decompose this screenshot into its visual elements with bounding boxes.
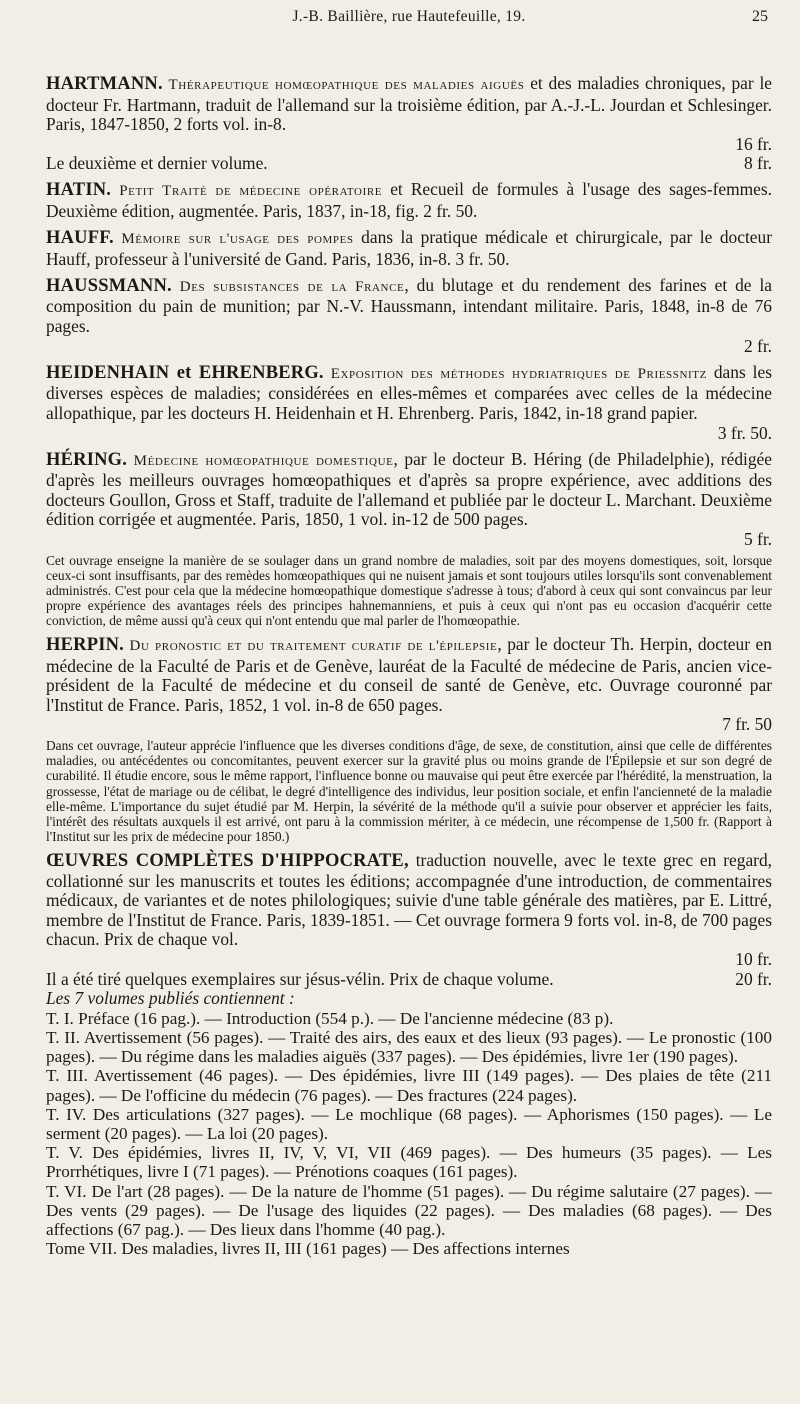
author-name: HÉRING.: [46, 449, 128, 470]
entry-text: [46, 851, 772, 950]
page-number: 25: [752, 8, 768, 25]
work-title: Du pronostic et du traitement curatif de l'épilepsie: [129, 638, 498, 655]
price: 2 fr. 50.: [423, 201, 478, 222]
price: 10 fr.: [735, 948, 772, 969]
running-head: J.-B. Baillière, rue Hautefeuille, 19.: [292, 8, 526, 25]
entry-note: Dans cet ouvrage, l'auteur apprécie l'influence que les diverses conditions d'âge, de sexe, de constitution, ainsi que celle de différentes maladies, ou antécédentes ou concomitantes, peuvent exercer sur la gravité plus ou moins grande de l'Épilepsie et sur son degré de curabilité. Il étudie encore, sous le même rapport, l'influence bonne ou mauvaise qui peut être exercée par l'hérédité, la menstruation, la grossesse, l'état de mariage ou de célibat, le degré d'intelligence des individus, leur position sociale, et enfin l'ancienneté de la maladie elle-même. L'importance du sujet étudié par M. Herpin, la sévérité de la méthode qu'il a suivie pour observer et apprécier les faits, l'intérêt des résultats auxquels il est arrivé, ont paru à la commission mériter, à ce médecin, une récompense de 1,500 fr. (Rapport à l'Institut sur les prix de médecine pour 1850.): [46, 738, 772, 845]
extra-text: Le deuxième et dernier volume.: [46, 153, 268, 174]
volume-item: T. I. Préface (16 pag.). — Introduction (554 p.). — De l'ancienne médecine (83 p).: [46, 1008, 614, 1028]
entry-body: dans les diverses espèces de maladies; considérées en elles-mêmes et comparées avec celles de la médecine allopathique, par les docteurs H. Heidenhain et H. Ehrenberg. Paris, 1842, in-18 grand papier.: [46, 361, 772, 423]
work-title: Médecine homœopathique domestique: [133, 452, 394, 469]
work-title: Des subsistances de la France: [179, 278, 405, 295]
entry-heidenhain-ehrenberg: [46, 363, 772, 443]
volumes-subhead: Les 7 volumes publiés contiennent :: [46, 988, 295, 1009]
work-title: Exposition des méthodes hydriatriques de Priessnitz: [330, 365, 707, 382]
author-name: HAUFF.: [46, 228, 114, 249]
entry-body: , par le docteur Th. Herpin, docteur en médecine de la Faculté de Paris et de Genève, lauréat de la Faculté de médecine de Paris, ancien vice-président de la Faculté de médecine et du conseil de santé de Genève, etc. Ouvrage couronné par l'Institut de France. Paris, 1852, 1 vol. in-8 de 650 pages.: [46, 634, 772, 715]
entry-body: , par le docteur B. Héring (de Philadelphie), rédigée d'après les meilleurs ouvrages homœopathiques et d'après sa propre expérience, avec additions des docteurs Goullon, Gross et Staff, traduite de l'allemand et publiée par le docteur L. Marchant. Deuxième édition corrigée et augmentée. Paris, 1850, 1 vol. in-12 de 500 pages.: [46, 448, 772, 530]
price: 16 fr.: [735, 133, 772, 154]
price: 7 fr. 50: [722, 714, 772, 735]
entry-text: [46, 363, 772, 424]
volume-item: T. V. Des épidémies, livres II, IV, V, VI, VII (469 pages). — Des humeurs (35 pages). — Les Prorrhétiques, livre I (71 pages). — Prénotions coaques (161 pages).: [46, 1143, 772, 1182]
entry-hartmann: [46, 74, 772, 174]
entry-hering: [46, 450, 772, 629]
work-title: Petit Traité de médecine opératoire: [119, 183, 383, 200]
work-title: Mémoire sur l'usage des pompes: [121, 231, 354, 248]
entry-herpin: [46, 635, 772, 844]
price: 3 fr. 50.: [717, 422, 772, 443]
catalogue-entries: [46, 74, 772, 1258]
price: 2 fr.: [743, 335, 772, 356]
author-name: HARTMANN.: [46, 74, 163, 94]
author-name: HEIDENHAIN et EHRENBERG.: [46, 362, 324, 383]
extra-price: 20 fr.: [735, 968, 772, 989]
volume-list: [46, 1009, 772, 1259]
volume-item: Tome VII. Des maladies, livres II, III (161 pages) — Des affections internes: [46, 1239, 570, 1259]
author-name: HATIN.: [46, 180, 112, 201]
entry-body: dans la pratique médicale et chirurgicale, par le docteur Hauff, professeur à l'université de Gand. Paris, 1836, in-8. 3 fr. 50.: [46, 227, 772, 269]
volume-item: T. II. Avertissement (56 pages). — Traité des airs, des eaux et des lieux (93 pages). — Le pronostic (100 pages). — Du régime dans les maladies aiguës (337 pages). — Des épidémies, livre 1er (190 pages).: [46, 1027, 772, 1067]
entry-text: [46, 180, 772, 221]
price: 5 fr.: [743, 528, 772, 549]
entry-hatin: [46, 180, 772, 221]
entry-body: et Recueil de formules à l'usage des sages-femmes. Deuxième édition, augmentée. Paris, 1837, in-18, fig.: [46, 179, 773, 222]
entry-body: traduction nouvelle, avec le texte grec en regard, collationné sur les manuscrits et toutes les éditions; accompagnée d'une introduction, de commentaires médicaux, de variantes et de notes philologiques; suivie d'une table générale des matières, par E. Littré, membre de l'Institut de France. Paris, 1839-1851. — Cet ouvrage formera 9 forts vol. in-8, de 700 pages chacun. Prix de chaque vol.: [46, 849, 772, 950]
entry-hippocrate: [46, 851, 772, 1258]
entry-note: Cet ouvrage enseigne la manière de se soulager dans un grand nombre de maladies, soit par des moyens domestiques, soit, lorsque ceux-ci sont insuffisants, par des remèdes homœopathiques qui ne nuisent jamais et sont toujours utiles lorsqu'ils sont convenablement administrés. C'est pour cela que la médecine homœopathique domestique s'adresse à tous; d'abord à ceux qui sont convaincus par leur propre expérience des avantages réels des principes hahnemanniens, et puis à ceux qui n'ont pas eu occasion d'acquérir cette conviction, de même aussi qu'à ceux qui n'ont entendu que mal parler de l'homœopathie.: [46, 552, 772, 629]
volume-item: T. IV. Des articulations (327 pages). — Le mochlique (68 pages). — Aphorismes (150 pages). — Le serment (20 pages). — La loi (20 pages).: [46, 1104, 772, 1143]
volume-item: T. III. Avertissement (46 pages). — Des épidémies, livre III (149 pages). — Des plaies de tête (211 pages). — De l'officine du médecin (76 pages). — Des fractures (224 pages).: [46, 1066, 772, 1105]
entry-haussmann: [46, 276, 772, 356]
entry-text: [46, 74, 772, 135]
entry-text: [46, 228, 772, 269]
entry-body: et des maladies chroniques, par le docteur Fr. Hartmann, traduit de l'allemand sur la troisième édition, par A.-J.-L. Jourdan et Schlesinger. Paris, 1847-1850, 2 forts vol. in-8.: [46, 73, 772, 135]
entry-hauff: [46, 228, 772, 269]
volume-item: T. VI. De l'art (28 pages). — De la nature de l'homme (51 pages). — Du régime salutaire (27 pages). — Des vents (29 pages). — De l'usage des liquides (22 pages). — Des maladies (68 pages). — Des affections (67 pag.). — Des lieux dans l'homme (40 pag.).: [46, 1181, 772, 1239]
entry-text: [46, 450, 772, 530]
work-title: Thérapeutique homœopathique des maladies aiguës: [168, 77, 525, 93]
extra-text: Il a été tiré quelques exemplaires sur jésus-vélin. Prix de chaque volume.: [46, 968, 554, 989]
entry-body: , du blutage et du rendement des farines et de la composition du pain de munition; par N.-V. Haussmann, intendant militaire. Paris, 1848, in-8 de 76 pages.: [46, 274, 772, 337]
entry-text: [46, 635, 772, 715]
entry-text: [46, 276, 772, 337]
author-name: HAUSSMANN.: [46, 275, 172, 296]
author-name: ŒUVRES COMPLÈTES D'HIPPOCRATE,: [46, 850, 409, 871]
page-header: [46, 0, 772, 46]
author-name: HERPIN.: [46, 635, 124, 656]
extra-price: 8 fr.: [743, 153, 772, 174]
